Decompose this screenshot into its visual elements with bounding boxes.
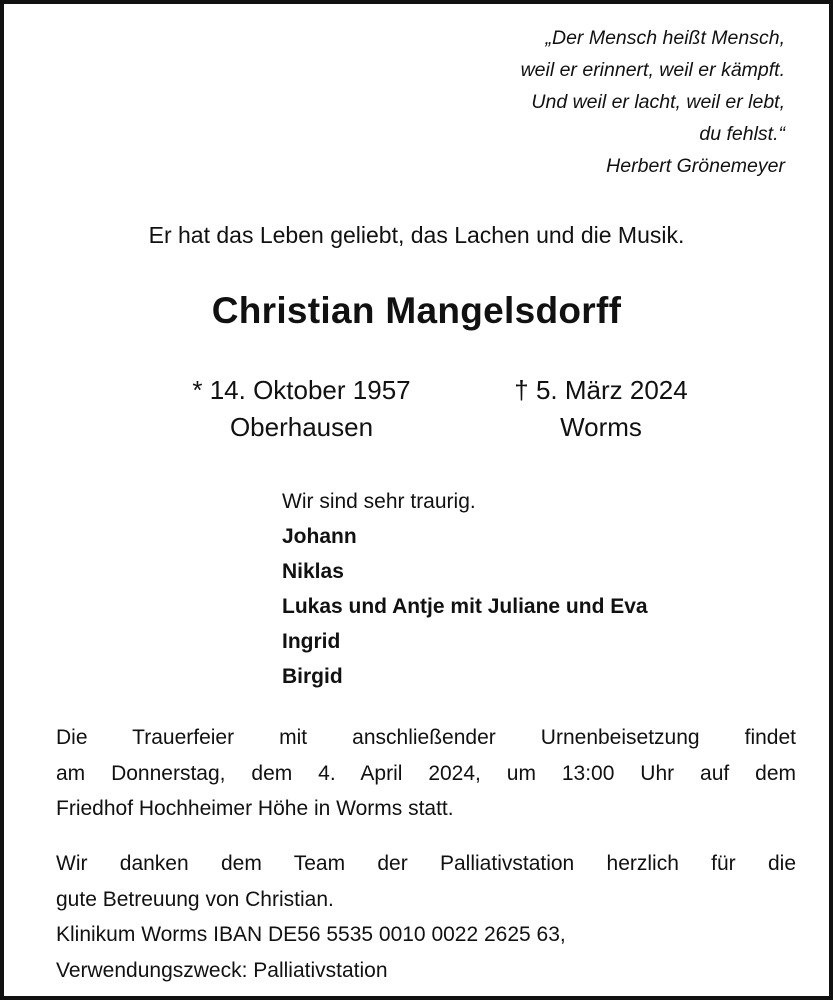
quote-line: „Der Mensch heißt Mensch, — [545, 27, 785, 49]
ceremony-line: am Donnerstag, dem 4. April 2024, um 13:00 Uhr auf dem — [56, 761, 796, 785]
mourners-list — [282, 484, 648, 694]
quote-line: weil er erinnert, weil er kämpft. — [520, 59, 785, 81]
ceremony-line: Friedhof Hochheimer Höhe in Worms statt. — [56, 797, 454, 820]
epigraph-quote — [521, 22, 785, 182]
mourner-name: Johann — [282, 525, 357, 548]
mourner-name: Niklas — [282, 560, 344, 583]
quote-line: Und weil er lacht, weil er lebt, — [531, 91, 785, 113]
ceremony-paragraph — [56, 720, 796, 827]
deceased-name: Christian Mangelsdorff — [211, 290, 622, 331]
mourners-intro: Wir sind sehr traurig. — [282, 490, 476, 513]
birth-date: * 14. Oktober 1957 — [192, 375, 411, 405]
death-info — [466, 372, 736, 446]
mourner-name: Lukas und Antje mit Juliane und Eva — [282, 595, 648, 618]
death-place: Worms — [560, 412, 642, 442]
birth-info — [154, 372, 449, 446]
quote-author: Herbert Grönemeyer — [606, 155, 785, 177]
birth-place: Oberhausen — [229, 412, 374, 442]
thanks-line: Verwendungszweck: Palliativstation — [56, 958, 388, 982]
thanks-line: Wir danken dem Team der Palliativstation herzlich für die — [56, 852, 796, 875]
thanks-paragraph — [56, 846, 796, 988]
mourner-name: Ingrid — [282, 630, 341, 653]
thanks-line: Klinikum Worms IBAN DE56 5535 0010 0022 2625 63, — [56, 923, 566, 946]
quote-line: du fehlst.“ — [699, 123, 785, 145]
death-date: † 5. März 2024 — [514, 375, 688, 405]
mourner-name: Birgid — [282, 665, 343, 688]
ceremony-line: Die Trauerfeier mit anschließender Urnenbeisetzung findet — [56, 726, 796, 749]
thanks-line: gute Betreuung von Christian. — [56, 887, 334, 911]
tagline: Er hat das Leben geliebt, das Lachen und die Musik. — [148, 222, 685, 248]
